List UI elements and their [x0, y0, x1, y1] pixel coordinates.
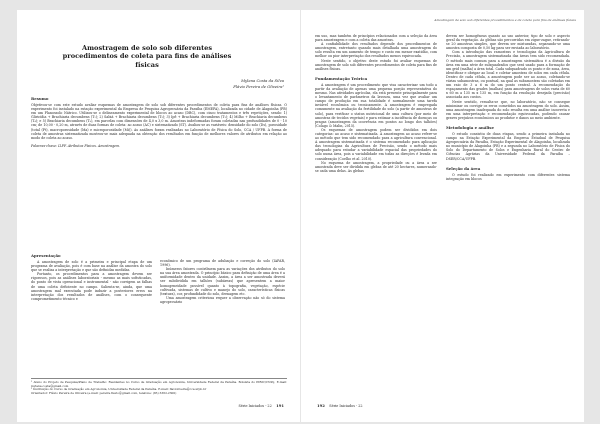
- folio-left: [238, 403, 284, 408]
- right-page: [301, 10, 584, 422]
- footnotes: [31, 378, 287, 395]
- paragraph: Neste sentido, o objetivo deste estudo foi avaliar esquemas de amostragem de solo sob diferentes procedimentos de coleta para fins de análises físicas.: [315, 58, 437, 71]
- footnote: Orientador: Flávio Pereira de Oliveira (e-mail: pereira.flavio@gmail.com, telefone: (83) 3362-2300): [31, 390, 177, 395]
- paragraph: Com a introdução das ramostras e tecnologias da Agricultura de Precisão, a amostragem sistematizada das áreas tem sido recomendada. O método mais comum para a amostragem sistemática é a divisão da área em uma série de subquadrados que será usado para a formação de um grid (malha) a área total. Cada subquadrado os ponto e de zona, área, identificar e obrigar ao local e coletar amostras de solos em cada célula. Dentro de cada célula, a amostragem pode ser ao acaso, coletando-se várias subamostras, ou pontual, na qual as subamostras são coletadas em um raio de 3 a 6 m do um ponto central. A recomendação do espaçamento das grades (malhas) para amostragens de solos varia de 60 x 60 m a 135 m x 135 m, em função da resolução desejada (precisão) associada aos custos.: [446, 50, 570, 100]
- paragraph: Neste sentido, ressalta-se que, no laboratório, não se consegue minimizar ou corrigir os erros cometidos na amostragem do solo. Assim, uma amostragem inadequada do solo resulta em uma análise incorreta e em uma interpretação e recomendação equivocadas, podendo causar graves prejuízos econômicos ao produtor e danos ao meio ambiente.: [446, 99, 570, 120]
- paragraph: A confiabilidade dos resultados depende dos procedimentos de amostragem, entretanto quando mais detalhada uma amostragem do solo resulta em um aumento de tempo e custo em menor exatidão, com melhor ou pior interpretação dos resultados menos equivocada.: [315, 42, 437, 59]
- folio-label: Série Iniciados - 22: [329, 404, 363, 408]
- paragraph: Os esquemas de amostragem podem ser divididos em dois categorias: ao acaso e sistematizada. A amostragem ao acaso refere-se ao método que tem sido recomendado para a agricultura convencional. A amostragem sistematizada é o sistema recomendado para aplicação das tecnologias da Agricultura de Precisão, sendo o método mais adequado para estudar a variabilidade espacial das propriedades do solo numa área, pois a variabilidade em todas as direções é levada em consideração (Coelho et al. 2010).: [315, 127, 437, 161]
- folio-label: Série Iniciados - 22: [238, 404, 272, 408]
- paragraph: Inúmeros fatores contribuem para as variações dos atributos do solo na sua área amostrada. O princípio básico para definição de uma área é a uniformidade dentro da unidade. Assim, a área a ser amostrada deverá ser subdividida em talhões (subáreas) que apresentem a maior homogeneidade possível quanto à topografia, vegetação, espécie cultivada, sistemas de cultivo e manejo do solo, características físicas (textura), cor, profundidade do solo, drenagem etc.: [160, 267, 285, 296]
- paragraph: devem ser homogêneas quanto ao uso anterior, tipo de solo e aspecto geral da vegetação. As glebas são percorridas em zigue-zague, retirando-se 20 amostras simples, que devem ser misturadas, separando-se uma amostra composta de 0,50 kg para ser enviada ao laboratório.: [446, 34, 570, 51]
- footnote: ² Instituição do Curso de Graduação em Agronomia, Universidade Federal da Paraíba. E-mail: flavioliveira@cca.ufpb.br: [31, 387, 207, 392]
- paragraph: No esquema de amostragem, a propriedade ou a área a ser amostrada deve ser dividida em glebas de até 20 hectares, numerando-se cada uma delas. As glebas: [315, 160, 437, 173]
- page-number: 192: [317, 403, 325, 408]
- abstract-block: [31, 96, 287, 148]
- article-title: Amostragem de solo sob diferentes procedimentos de coleta para fins de análises físicas: [62, 44, 232, 69]
- running-header: Amostragem de solo sob diferentes procedimentos e de coleta para fins de análises físicas: [434, 18, 576, 22]
- paragraph: O estudo consistiu de duas etapas, sendo a primeira instalada no campo na Estação Experimental da Empresa Estadual de Pesquisa Agropecuária da Paraíba, Estação Experimental de Alagoinha, localizada no município de Alagoinha (PB) e a segunda no Laboratório de Física do Solo do Departamento de Solos e Engenharia Rural do Centro de Ciências Agrárias da Universidade Federal da Paraíba – DSER/CCA/UFPB.: [446, 131, 570, 161]
- paragraph: em uso, mas também de princípios relacionados com a seleção da área para amostragem e com a coleta das amostras.: [315, 34, 437, 43]
- section-heading-metodologia: Metodologia e análise: [446, 124, 494, 130]
- paragraph: O estudo foi realizado em experimento com diferentes sistema integração em blocos: [446, 172, 570, 181]
- page-number: 191: [276, 403, 284, 408]
- footnote: ¹ Aluno do Projeto de Pesquisa/Plano de Trabalho: Residentes no Curso de Graduação em Agronomia, Universidade Federal da Paraíba. Bolsista do PIBIC/CNPq. E-mail: mylana.costa@gmail.com: [31, 380, 287, 388]
- left-page: [17, 10, 300, 422]
- left-column-2: [160, 259, 285, 304]
- author-1: Mylana Costa da Silva: [241, 78, 284, 83]
- paragraph: A amostragem de solo é a primeira e principal etapa de um programa de avaliação, pois é com base na análise da amostra do solo que se realiza a interpretação e que são definidas medidas.: [31, 260, 152, 273]
- paragraph: A amostragem é um procedimento que visa caracterizar um todo a partir da avaliação de apenas uma pequena porção representativa do mesmo. Nas atividades agrícolas, ela está presente principalmente para o levantamento de parâmetros da lavoura, uma vez que avaliar um campo de produção em sua totalidade é normalmente uma tarefa inviável econômica ou tecnicamente. A amostragem é empregada comumente na avaliação da fertilidade do solo (a partir de amostras de solo), para verificar o status nutricional de uma cultura (por meio de amostras de tecidos vegetais) e para estimar a incidência de doenças ou pragas (amostragem da ocorrência em pontos ao longo dos talhões) (Colago & Malin, 2015).: [315, 82, 437, 128]
- paragraph: econômico de um programa de adubação e correção do solo (IAPAR, 1996).: [160, 259, 285, 268]
- section-heading-fundamentacao: Fundamentação Teórica: [315, 75, 368, 81]
- keywords: Palavras-chave: ILPF. Atributos Físicos. Amostragem.: [31, 143, 121, 148]
- section-heading-selecao: Seleção da área: [446, 165, 481, 171]
- abstract-heading: Resumo: [31, 96, 49, 101]
- right-column-2: [446, 34, 570, 181]
- section-heading-apresentacao: Apresentação: [31, 253, 61, 258]
- folio-right: [317, 403, 363, 408]
- paragraph: Portanto, os procedimentos para a amostragem devem ser rigorosos, pois as análises laboratoriais - mesmo as mais sofisticadas, do ponto de vista operacional e instrumental - não corrigem as falhas de uma coleta deficiente no campo. Salienta-se, ainda, que uma amostragem mal executada pode induzir a posteriores erros na interpretação dos resultados de análises, com o consequente comprometimento técnico e: [31, 272, 152, 301]
- left-column-1: [31, 253, 152, 301]
- author-2: Flávio Pereira de Oliveira¹: [233, 84, 284, 89]
- abstract-text: Objetivou-se com este estudo avaliar esquemas de amostragem de solo sob diferentes procedimentos de coleta para fins de análises físicas. O experimento foi instalado na estação experimental da Empresa de Pesquisa Agropecuária da Paraíba (EMEPA), localizada no cidade de Alagoinha (PB) em um Planossolo Nátrico. Utilizou-se o delineamento experimental de blocos ao acaso (DBC), com cinco tratamentos e três repetições, sendo: 1) Gliricídia + Brachiaria decumbens (T₁); 2) Sabiá + Brachiaria decumbens (T₂); 3) Ipê + Brachiaria decumbens (T₃); 4) Milho + Brachiaria decumbens (T₄); e 5) Brachiaria decumbens (T₅), em parcelas com dimensões de 4,0 x 3,0 m. Amostras indeformadas foram coletadas nas profundidades de 0 - 10 cm; de 10,00 - 0,20 m, através de duas formas de coleta: ao acaso (AC) e sistematizado (ST). Avaliou-se as variáveis: densidade do solo (Ds), porosidade (total (Pt), macroporosidade (Ma) e microporosidade (Mi)). As análises foram realizadas no Laboratório de Física do Solo, CCA / UFPB. A forma de coleta de amostras sistematizada mostrou-se mais adequada na obtenção dos resultados em função de melhores valores de atributos em relação ao modo de coleta ao acaso.: [31, 103, 287, 140]
- right-column-1: [315, 34, 437, 173]
- paragraph: Uma amostragem criteriosa requer a observação não só do sistema agropecuário: [160, 295, 285, 304]
